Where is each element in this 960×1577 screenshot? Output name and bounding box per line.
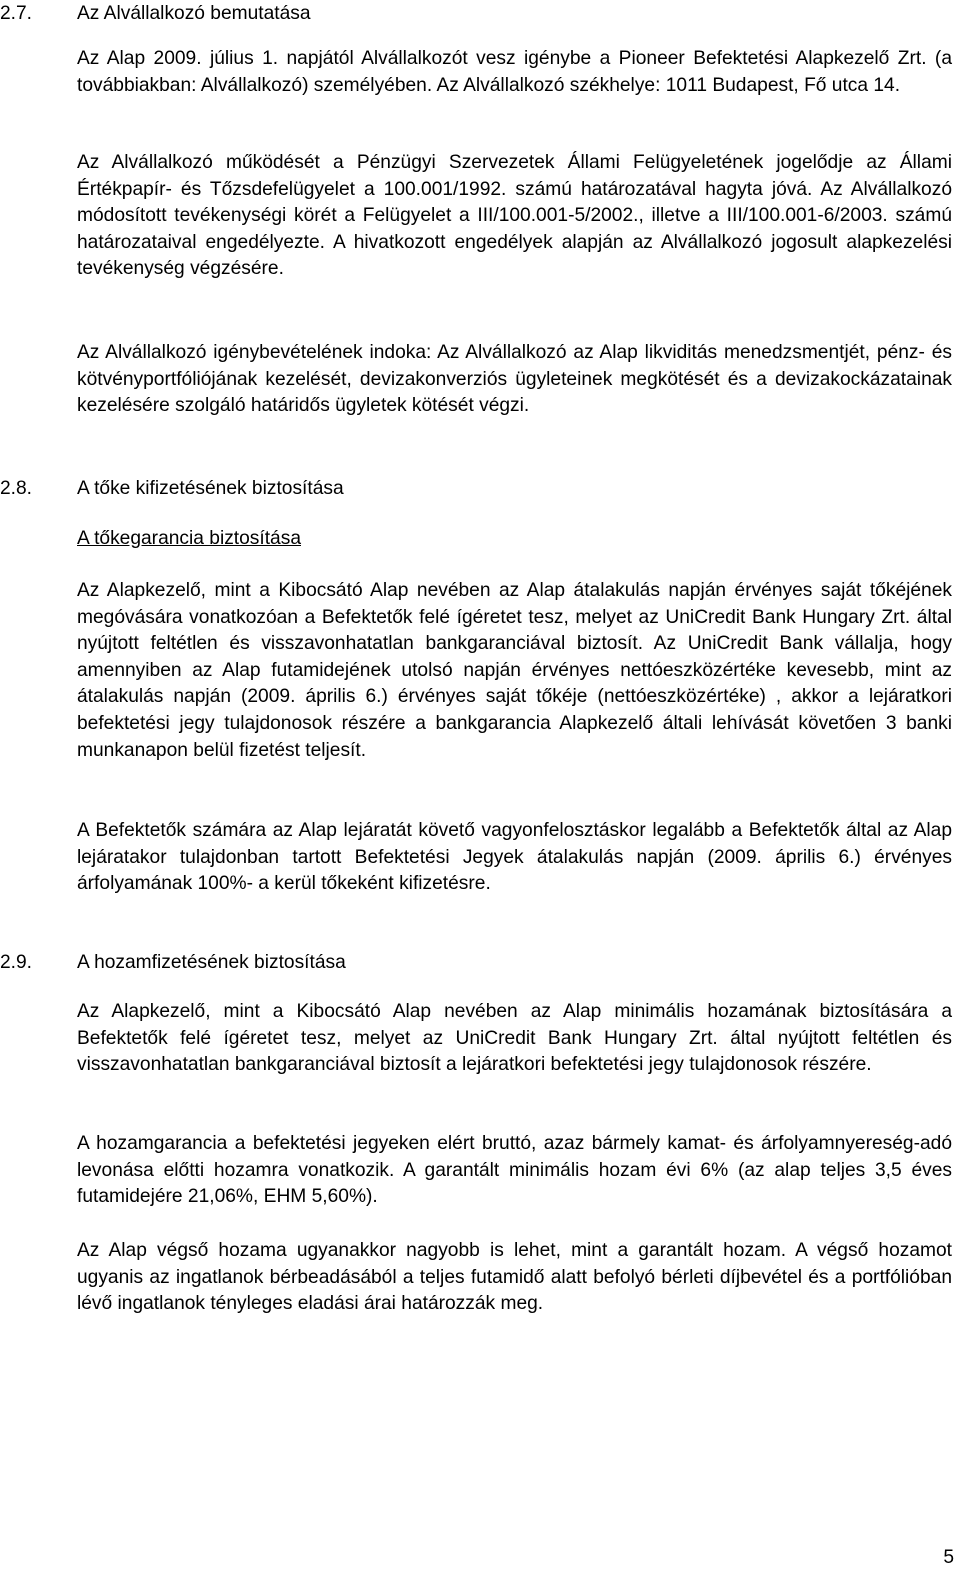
section-2-9-heading: [0, 949, 960, 977]
section-2-7-heading: [0, 0, 960, 28]
section-title: A tőke kifizetésének biztosítása: [77, 478, 344, 499]
section-number: 2.8.: [0, 478, 33, 499]
paragraph: Az Alapkezelő, mint a Kibocsátó Alap nevében az Alap minimális hozamának biztosítására a Befektetők felé ígéretet tesz, melyet az UniCredit Bank Hungary Zrt. által nyújtott feltétlen és visszavonhatatlan bankgaranciával biztosít a lejáratkori befektetési jegy tulajdonosok részére.: [77, 1001, 952, 1076]
section-number: 2.7.: [0, 3, 33, 24]
section-number: 2.9.: [0, 952, 33, 973]
page-number: 5: [943, 1547, 954, 1568]
section-2-8-heading: [0, 475, 960, 503]
paragraph: Az Alap végső hozama ugyanakkor nagyobb is lehet, mint a garantált hozam. A végső hozamot ugyanis az ingatlanok bérbeadásából a teljes futamidő alatt befolyó bérleti díjbevétel és a portfólióban lévő ingatlanok tényleges eladási árai határozzák meg.: [77, 1240, 952, 1315]
paragraph: Az Alvállalkozó működését a Pénzügyi Szervezetek Állami Felügyeletének jogelődje az Állami Értékpapír- és Tőzsdefelügyelet a 100.001/1992. számú határozatával hagyta jóvá. Az Alvállalkozó módosított tevékenységi körét a Felügyelet a III/100.001-5/2002., illetve a III/100.001-6/2003. számú határozataival engedélyezte. A hivatkozott engedélyek alapján az Alvállalkozó jogosult alapkezelési tevékenység végzésére.: [77, 152, 952, 280]
paragraph: A Befektetők számára az Alap lejáratát követő vagyonfelosztáskor legalább a Befektetők által az Alap lejáratakor tulajdonban tartott Befektetési Jegyek átalakulás napján (2009. április 6.) érvényes árfolyamának 100%- a kerül tőkeként kifizetésre.: [77, 820, 952, 895]
subsection-title: A tőkegarancia biztosítása: [77, 528, 301, 549]
paragraph: A hozamgarancia a befektetési jegyeken elért bruttó, azaz bármely kamat- és árfolyamnyereség-adó levonása előtti hozamra vonatkozik. A garantált minimális hozam évi 6% (az alap teljes 3,5 éves futamidejére 21,06%, EHM 5,60%).: [77, 1133, 952, 1208]
paragraph: Az Alapkezelő, mint a Kibocsátó Alap nevében az Alap átalakulás napján érvényes saját tőkéjének megóvására vonatkozóan a Befektetők felé ígéretet tesz, melyet az UniCredit Bank Hungary Zrt. által nyújtott feltétlen és visszavonhatatlan bankgaranciával biztosít. Az UniCredit Bank vállalja, hogy amennyiben az Alap futamidejének utolsó napján érvényes nettóeszközértéke kevesebb, mint az átalakulás napján (2009. április 6.) érvényes saját tőkéje (nettóeszközértéke) , akkor a lejáratkori befektetési jegy tulajdonosok részére a bankgarancia Alapkezelő általi lehívását követően 3 banki munkanapon belül fizetést teljesít.: [77, 580, 952, 761]
section-title: A hozamfizetésének biztosítása: [77, 952, 346, 973]
paragraph: Az Alap 2009. július 1. napjától Alvállalkozót vesz igénybe a Pioneer Befektetési Alapkezelő Zrt. (a továbbiakban: Alvállalkozó) személyében. Az Alvállalkozó székhelye: 1011 Budapest, Fő utca 14.: [77, 48, 952, 96]
paragraph: Az Alvállalkozó igénybevételének indoka: Az Alvállalkozó az Alap likviditás menedzsmentjét, pénz- és kötvényportfóliójának kezelését, devizakonverziós ügyleteinek megkötését és a devizakockázatainak kezelésére szolgáló határidős ügyletek kötését végzi.: [77, 342, 952, 417]
section-title: Az Alvállalkozó bemutatása: [77, 3, 311, 24]
